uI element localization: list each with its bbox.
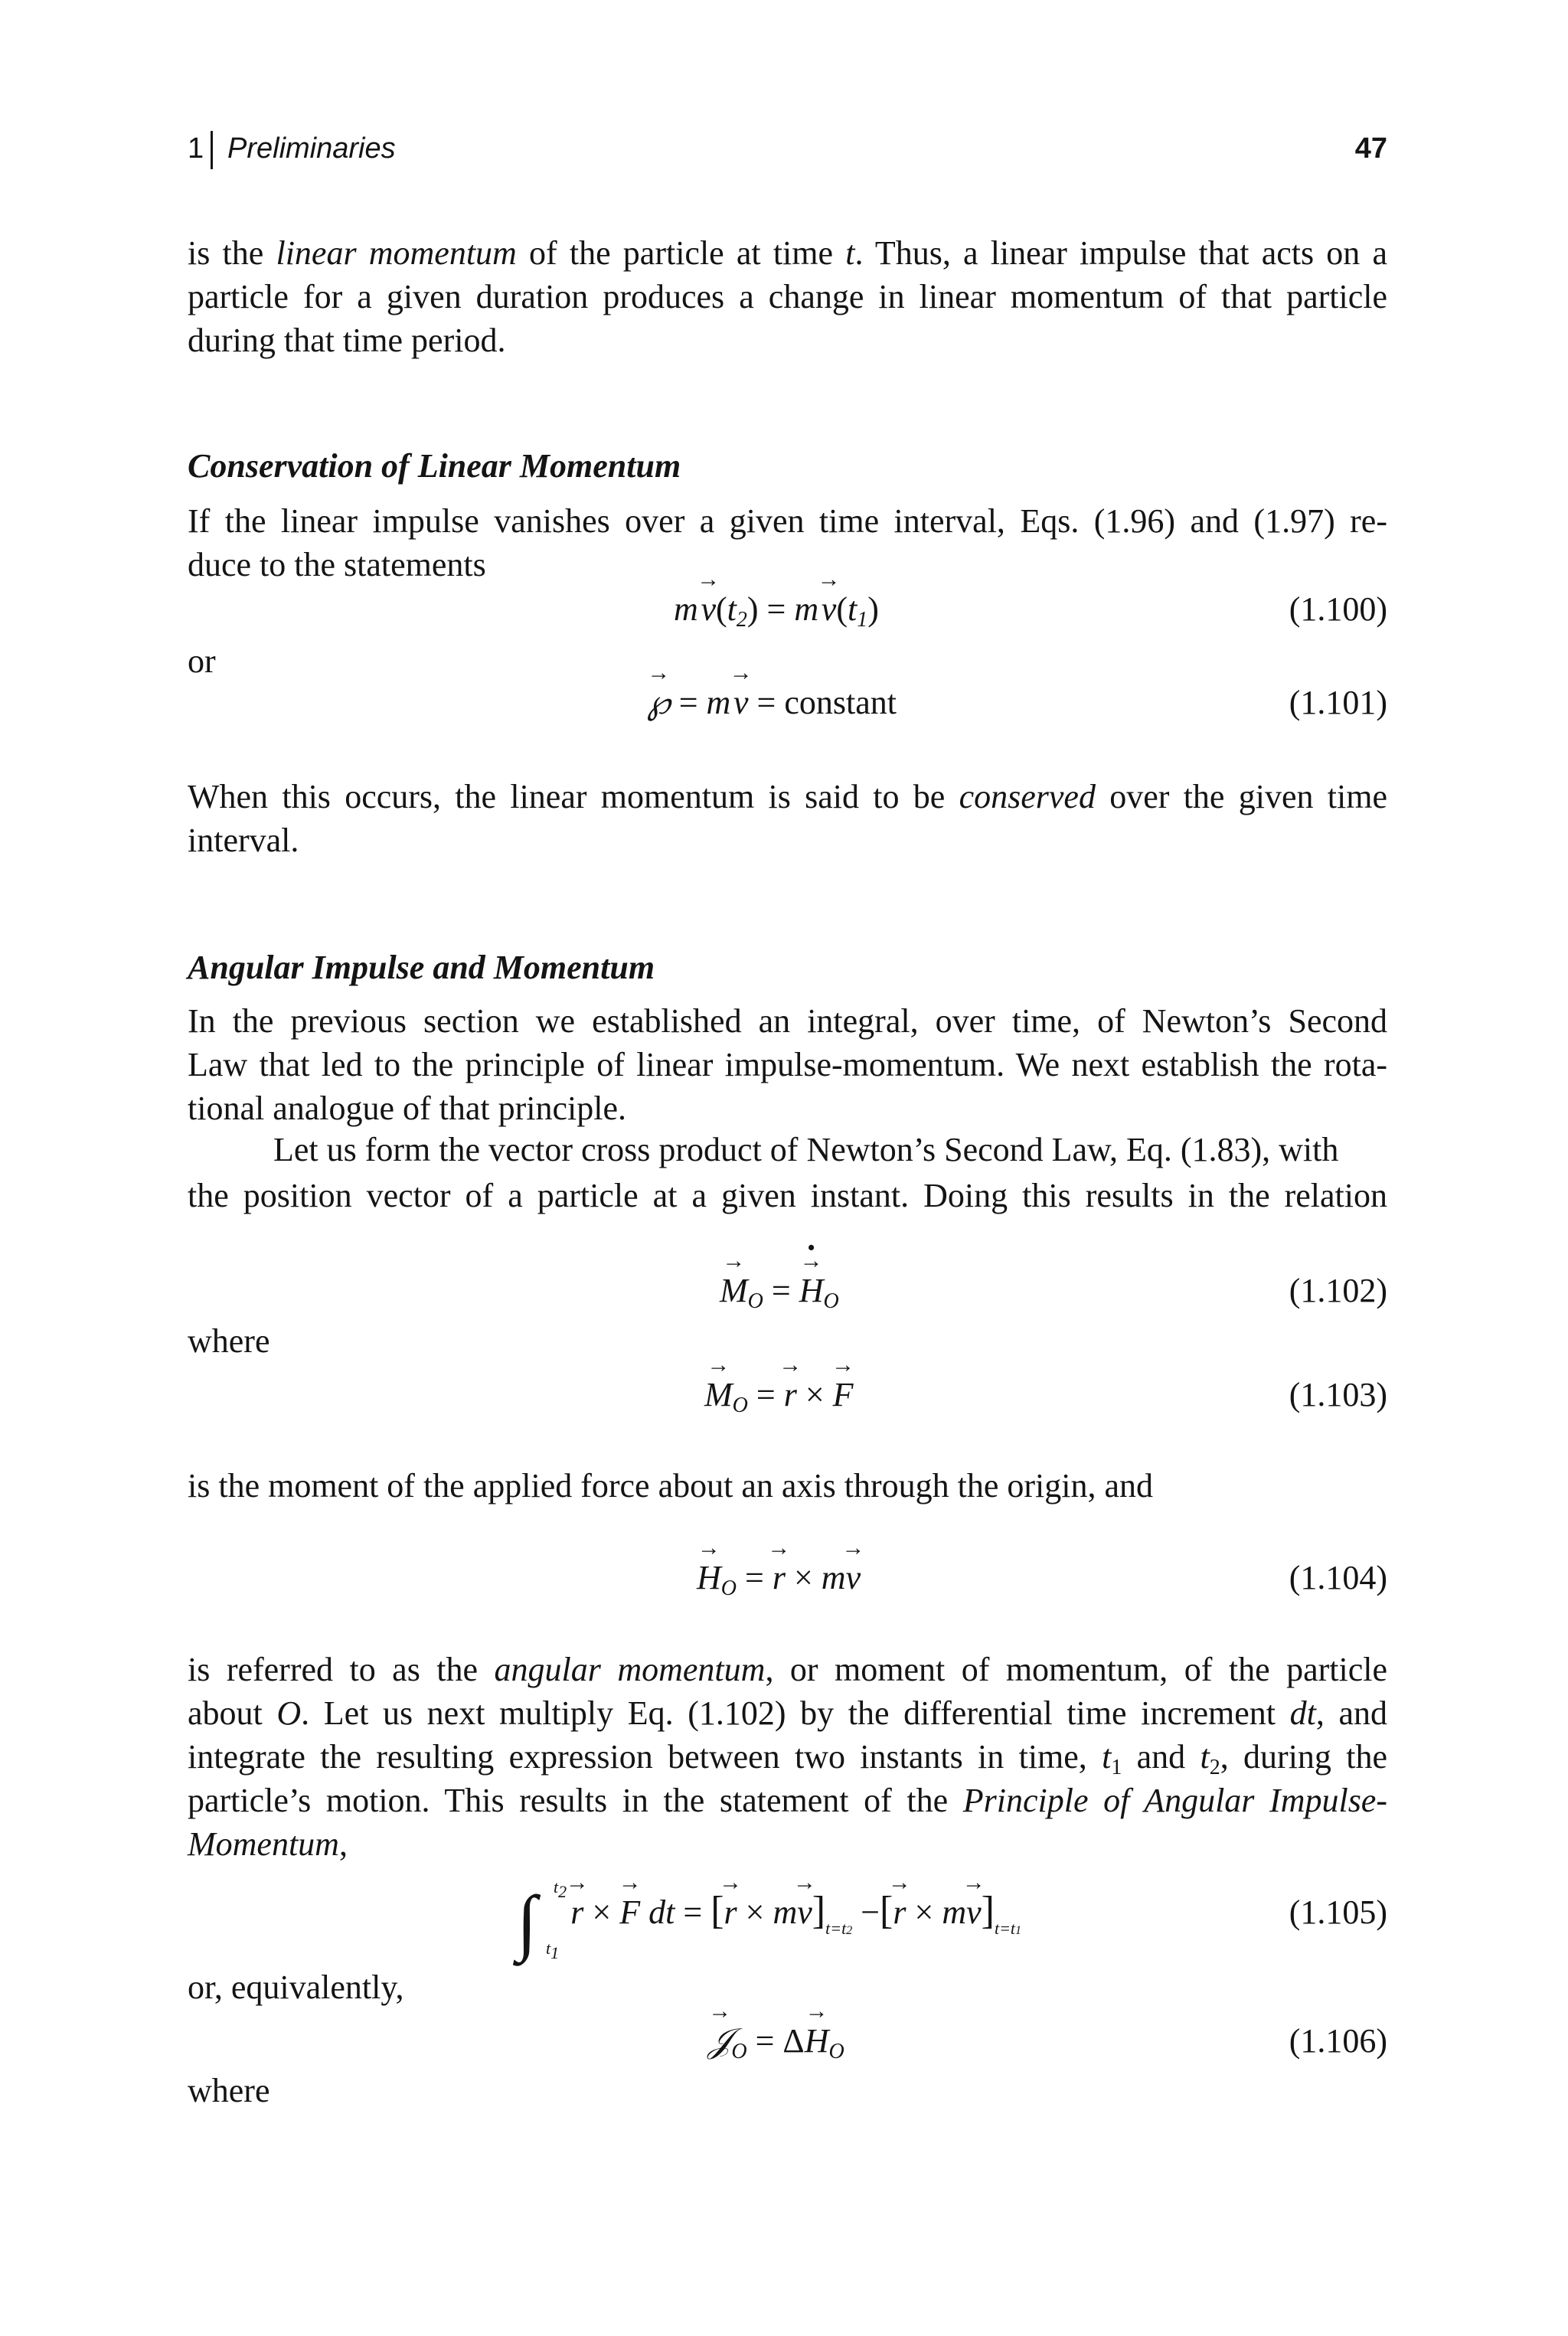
paragraph-moment xyxy=(188,1464,1387,1508)
text-line: is the linear momentum of the particle at time t. Thus, a linear impulse that acts on a xyxy=(188,234,1388,272)
connector-or-equivalently: or, equivalently, xyxy=(188,1968,404,2006)
header-divider xyxy=(211,131,213,169)
text-line: is referred to as the angular momentum, or moment of momentum, of the particle xyxy=(188,1651,1387,1688)
running-header xyxy=(188,132,1387,178)
paragraph-linear-momentum xyxy=(188,231,1387,362)
equation-1-105: ∫ t2 t1 → r × → F dt = [→ $r \times m\to v]_{t=t2}$ −[→ $r \times m\to v]_{t=t1}$ xyxy=(517,1885,1021,1959)
equation-number-1-106: (1.106) xyxy=(1289,2022,1387,2060)
text-line-indented: Let us form the vector cross product of Newton’s Second Law, Eq. (1.83), with xyxy=(273,1131,1339,1168)
text-line: particle’s motion. This results in the statement of the Principle of Angular Impulse- xyxy=(188,1782,1387,1819)
paragraph-cross-product xyxy=(188,1174,1387,1217)
equation-1-103: → $M_O$ = → r × → F xyxy=(704,1375,854,1418)
connector-where: where xyxy=(188,1322,270,1360)
connector-or: or xyxy=(188,642,216,680)
text-line: duce to the statements xyxy=(188,546,486,583)
equation-1-100: m → $v(t_2) = m$ → $v(t_1)$ xyxy=(674,590,879,632)
text-line: is the moment of the applied force about an axis through the origin, and xyxy=(188,1467,1154,1505)
section-heading-angular: Angular Impulse and Momentum xyxy=(188,949,655,986)
text-line: interval. xyxy=(188,822,299,859)
equation-number-1-102: (1.102) xyxy=(1289,1272,1387,1309)
chapter-title: Preliminaries xyxy=(227,132,396,165)
text-line: particle for a given duration produces a change in linear momentum of that particle xyxy=(188,278,1387,315)
text-line: In the previous section we established an integral, over time, of Newton’s Second xyxy=(188,1002,1387,1040)
paragraph-conserved xyxy=(188,775,1387,862)
text-line: When this occurs, the linear momentum is said to be conserved over the given time xyxy=(188,778,1387,815)
text-line: during that time period. xyxy=(188,322,506,359)
text-line: If the linear impulse vanishes over a given time interval, Eqs. (1.96) and (1.97) re- xyxy=(188,502,1387,540)
text-line: tional analogue of that principle. xyxy=(188,1090,627,1127)
connector-where-final: where xyxy=(188,2072,270,2109)
equation-1-104: → $H_O$ = → r × m→ v xyxy=(697,1558,861,1601)
equation-number-1-101: (1.101) xyxy=(1289,684,1387,721)
chapter-number: 1 xyxy=(188,132,204,165)
paragraph-angular-intro xyxy=(188,999,1387,1130)
text-line: Law that led to the principle of linear impulse-momentum. We next establish the rota- xyxy=(188,1046,1387,1083)
equation-number-1-103: (1.103) xyxy=(1289,1376,1387,1413)
section-heading-conservation: Conservation of Linear Momentum xyxy=(188,447,681,485)
paragraph-angular-momentum xyxy=(188,1648,1387,1866)
text-line: the position vector of a particle at a given instant. Doing this results in the relation xyxy=(188,1177,1387,1214)
text-line: about O. Let us next multiply Eq. (1.102) by the differential time increment dt, and xyxy=(188,1694,1387,1732)
page-number: 47 xyxy=(1354,132,1387,165)
equation-number-1-105: (1.105) xyxy=(1289,1893,1387,1931)
equation-1-102: → $M_O$ = → $H \cdot_O$ xyxy=(720,1271,839,1314)
paragraph-conservation xyxy=(188,499,1387,586)
equation-1-106: → 𝒥$_O$ = $\Delta\to H_O$ xyxy=(708,2021,844,2064)
text-line: integrate the resulting expression between two instants in time, $t_1$ and $t_2$, during the xyxy=(188,1738,1387,1779)
equation-number-1-104: (1.104) xyxy=(1289,1559,1387,1596)
equation-1-101: → ℘ = m → v = constant xyxy=(647,683,897,722)
text-line: Momentum, xyxy=(188,1825,348,1863)
equation-number-1-100: (1.100) xyxy=(1289,590,1387,628)
